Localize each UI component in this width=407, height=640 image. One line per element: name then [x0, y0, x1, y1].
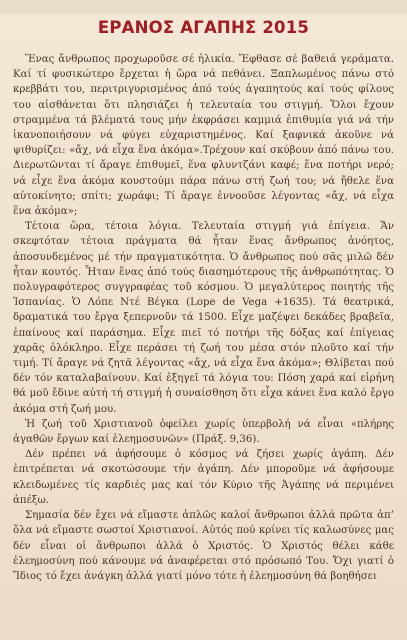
paragraph-5: Σημασία δέν ἔχει νά εἴμαστε ἁπλῶς καλοί ἄνθρωποι ἀλλά πρῶτα ἀπ’ ὅλα νά εἴμαστε σωστοί Χριστιανοί. Αὐτός πού κρίνει τίς καλωσύνες μας δέν εἶναι οἱ ἄνθρωποι ἀλλά ὁ Χριστός. Ὁ Χριστός θέλει κάθε ἐλεημοσύνη πού κάνουμε νά ἀναφέρεται στό πρόσωπό Του. Ὄχι γιατί ὁ Ἴδιος τό ἔχει ἀνάγκη ἀλλά γιατί μόνο τότε ἡ ἐλεημοσύνη θά βοηθήσει: [13, 510, 394, 582]
page-title: ΕΡΑΝΟΣ ΑΓΑΠΗΣ 2015: [97, 18, 310, 37]
bleed-through-strip: [0, 0, 407, 14]
paragraph-4: Δέν πρέπει νά ἀφήσουμε ὁ κόσμος νά ζήσει χωρίς ἀγάπη. Δέν ἐπιτρέπεται νά σκοτώσουμε τήν ἀγάπη. Δέν μποροῦμε νά ἀφήσουμε κλειδωμένες τίς καρδιές μας καί τόν Κύριο τῆς Ἀγάπης νά περιμένει ἀπέξω.: [13, 449, 394, 506]
paragraph-1: Ἕνας ἄνθρωπος προχωροῦσε σέ ἡλικία. Ἔφθασε σέ βαθειά γεράματα. Καί τί φυσικώτερο ἔρχεται ἡ ὥρα νά πεθάνει. Ξαπλωμένος πάνω στό κρεββάτι του, περιτριγυρισμένος ἀπό τούς ἀγαπητούς καί τούς φίλους του αἰσθάνεται ὅτι πλησιάζει ἡ τελευταία του στιγμή. Ὅλοι ἔχουν στραμμένα τά βλέματά τους μήν ἐκφράσει καμμιά ἐπιθυμία γιά νά τήν ἱκανοποιήσουν νά φύγει εὐχαριστημένος. Καί ξαφνικά ἀκοῦνε νά ψιθυρίζει: «ἄχ, νά εἶχα ἕνα ἀκόμα».Τρέχουν καί σκύβουν ἀπό πάνω του. Διερωτῶνται τί ἄραγε ἐπιθυμεῖ, ἕνα φλυντζάνι καφέ; ἕνα ποτήρι νερό; νά εἶχε ἕνα ἀκόμα κουστούμι πάρα πάνω στή ζωή του; νά ἤθελε ἕνα αὐτοκίνητο; σπίτι; χωράφι; Τί ἄραγε ἐννοοῦσε λέγοντας «ἄχ, νά εἶχα ἕνα ἀκόμα»;: [13, 54, 394, 218]
article-body: [13, 52, 394, 584]
paragraph-3: Ἡ ζωή τοῦ Χριστιανοῦ ὀφείλει χωρίς ὑπερβολή νά εἶναι «πλήρης ἀγαθῶν ἔργων καί ἐλεημοσυνῶν» (Πράξ. 9,36).: [13, 418, 394, 446]
paragraph-2: Τέτοια ὥρα, τέτοια λόγια. Τελευταία στιγμή γιά ἐπίγεια. Ἄν σκεφτόταν τέτοια πράγματα θά ἦταν ἕνας ἄνθρωπος ἀνόητος, ἀποσυνδεμένος μέ τήν πραγματικότητα. Ὁ ἄνθρωπος πού σᾶς μιλῶ δέν ἦταν κουτός. Ἦταν ἕνας ἀπό τούς διασημότερους τῆς ἀνθρωπότητας. Ὁ πολυγραφότερος συγγραφέας τοῦ κόσμου. Ὁ μεγαλύτερος ποιητής τῆς Ἰσπανίας. Ὁ Λόπε Nτέ Βέγκα (Lope de Vega +1635). Τά θεατρικά, δραματικά του ἔργα ξεπερνοῦν τά 1500. Εἶχε μαζέψει δεκάδες βραβεῖα, ἐπαίνους καί παράσημα. Εἶχε πιεῖ τό ποτήρι τῆς δόξας καί ἐπίγειας χαρᾶς ὁλόκληρο. Εἶχε περάσει τή ζωή του μέσα στόν πλοῦτο καί τήν τιμή. Τί ἄραγε νά ζητᾶ λέγοντας «ἄχ, νά εἶχα ἕνα ἀκόμα»; Θλίβεται πού δέν τόν καταλαβαίνουν. Καί ἐξηγεῖ τά λόγια του: Πόση χαρά καί εἰρήνη θά μοῦ ἔδινε αὐτή τή στιγμή ἡ συναίσθηση ὅτι εἶχα κάνει ἕνα καλό ἔργο ἀκόμα στή ζωή μου.: [13, 221, 394, 415]
